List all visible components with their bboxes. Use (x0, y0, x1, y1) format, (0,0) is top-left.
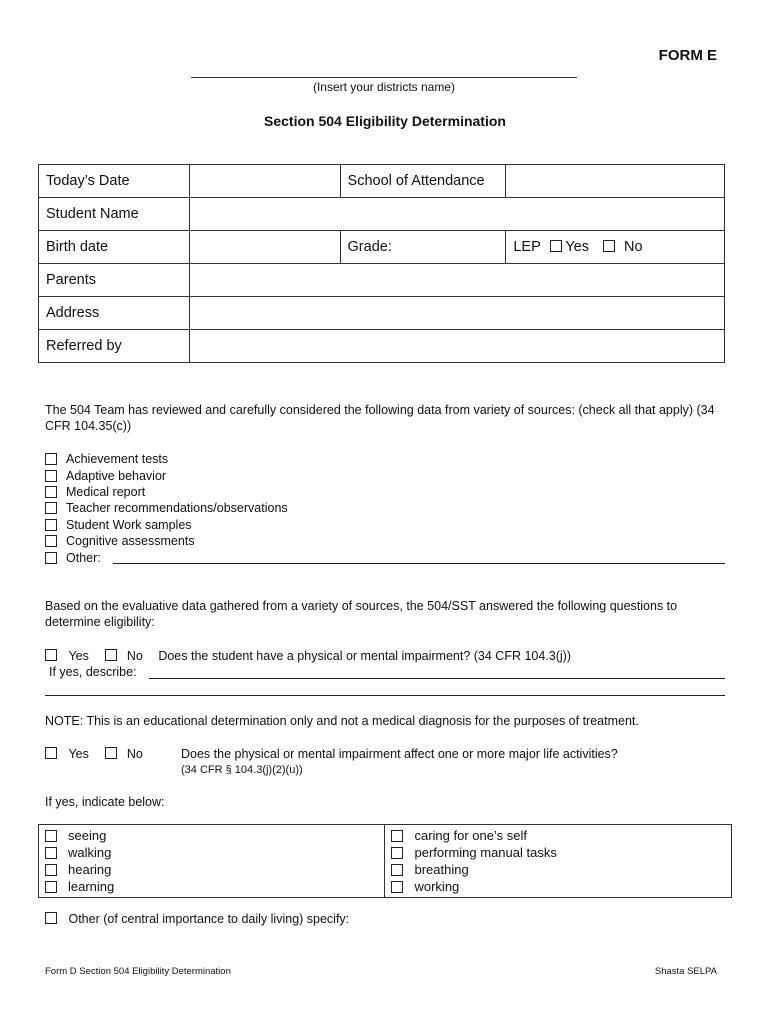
q1-yes-label: Yes (68, 649, 89, 663)
source-checkbox[interactable] (45, 453, 57, 465)
q1-yes-checkbox[interactable] (45, 649, 57, 661)
q2-question: Does the physical or mental impairment affect one or more major life activities? (181, 747, 618, 761)
list-item (45, 533, 288, 549)
q1-describe-label: If yes, describe: (49, 665, 137, 679)
other-source-line[interactable] (113, 563, 725, 564)
list-item (45, 861, 378, 878)
q2-row (45, 746, 143, 762)
q1-row (45, 648, 571, 664)
list-item (45, 517, 288, 533)
other-source-checkbox[interactable] (45, 552, 57, 564)
life-activities-table (38, 824, 732, 898)
address-field[interactable] (189, 297, 724, 330)
list-item (391, 844, 725, 861)
source-label: Cognitive assessments (66, 534, 195, 549)
list-item (45, 827, 378, 844)
page-title: Section 504 Eligibility Determination (264, 113, 506, 129)
q1-no-label: No (126, 649, 143, 663)
source-label: Adaptive behavior (66, 468, 167, 483)
other-specify-checkbox[interactable] (45, 912, 57, 924)
address-label: Address (39, 297, 190, 330)
activity-checkbox[interactable] (391, 881, 403, 893)
birth-date-field[interactable] (189, 231, 340, 264)
student-name-field[interactable] (189, 198, 724, 231)
footer-right: Shasta SELPA (654, 966, 717, 977)
lep-label: LEP (513, 239, 541, 255)
q2-no-checkbox[interactable] (105, 747, 117, 759)
q1-no-checkbox[interactable] (105, 649, 117, 661)
parents-label: Parents (39, 264, 190, 297)
q2-no-label: No (126, 747, 143, 761)
lep-no-label: No (624, 239, 643, 255)
q2-citation: (34 CFR § 104.3(j)(2)(u)) (181, 764, 303, 776)
list-item (391, 827, 725, 844)
student-name-label: Student Name (39, 198, 190, 231)
list-item (391, 861, 725, 878)
activity-checkbox[interactable] (45, 830, 57, 842)
footer-left: Form D Section 504 Eligibility Determination (45, 966, 231, 977)
district-name-line[interactable] (191, 77, 577, 78)
list-item (45, 500, 288, 516)
activity-checkbox[interactable] (45, 847, 57, 859)
list-item (45, 844, 378, 861)
list-item (45, 878, 378, 895)
source-checkbox[interactable] (45, 470, 57, 482)
activity-label: breathing (414, 862, 469, 877)
source-checkbox[interactable] (45, 502, 57, 514)
source-checkbox[interactable] (45, 486, 57, 498)
sources-intro: The 504 Team has reviewed and carefully considered the following data from variety of sources: (check all that apply) (34 CFR 104.35(c)) (45, 403, 715, 433)
referred-by-label: Referred by (39, 330, 190, 363)
life-activities-left (39, 825, 385, 898)
indicate-label: If yes, indicate below: (45, 795, 165, 809)
other-specify-label: Other (of central importance to daily living) specify: (68, 912, 350, 926)
note-text: NOTE: This is an educational determination only and not a medical diagnosis for the purposes of treatment. (45, 714, 639, 728)
activity-label: walking (68, 845, 112, 860)
activity-label: working (414, 879, 460, 894)
source-label: Teacher recommendations/observations (66, 501, 288, 516)
list-item (45, 467, 288, 483)
list-item (45, 484, 288, 500)
activity-checkbox[interactable] (45, 881, 57, 893)
parents-field[interactable] (189, 264, 724, 297)
activity-checkbox[interactable] (45, 864, 57, 876)
activity-label: performing manual tasks (414, 845, 557, 860)
list-item (391, 878, 725, 895)
q2-yes-label: Yes (68, 747, 89, 761)
sources-list (45, 451, 288, 566)
other-specify-row (45, 911, 349, 927)
activity-label: hearing (68, 862, 112, 877)
lep-yes-label: Yes (565, 239, 589, 255)
source-label: Achievement tests (66, 452, 169, 467)
lep-no-checkbox[interactable] (603, 240, 615, 252)
activity-label: learning (68, 879, 115, 894)
activity-label: seeing (68, 828, 107, 843)
lep-yes-checkbox[interactable] (550, 240, 562, 252)
activity-checkbox[interactable] (391, 830, 403, 842)
school-field[interactable] (506, 165, 725, 198)
grade-label: Grade: (340, 231, 506, 264)
source-label: Medical report (66, 484, 146, 499)
list-item (45, 451, 288, 467)
source-checkbox[interactable] (45, 535, 57, 547)
todays-date-field[interactable] (189, 165, 340, 198)
activity-checkbox[interactable] (391, 847, 403, 859)
q2-yes-checkbox[interactable] (45, 747, 57, 759)
questions-intro: Based on the evaluative data gathered from a variety of sources, the 504/SST answered the following questions to determine eligibility: (45, 599, 678, 629)
birth-date-label: Birth date (39, 231, 190, 264)
referred-by-field[interactable] (189, 330, 724, 363)
todays-date-label: Today’s Date (39, 165, 190, 198)
q1-question: Does the student have a physical or mental impairment? (34 CFR 104.3(j)) (158, 649, 572, 663)
source-checkbox[interactable] (45, 519, 57, 531)
lep-cell (506, 231, 725, 264)
student-info-table (38, 164, 725, 363)
source-label: Student Work samples (66, 517, 192, 532)
other-source-label: Other: (66, 550, 101, 565)
q1-describe-line-2[interactable] (45, 695, 725, 696)
form-label: FORM E (658, 47, 717, 64)
activity-checkbox[interactable] (391, 864, 403, 876)
district-caption: (Insert your districts name) (312, 80, 456, 94)
life-activities-right (385, 825, 732, 898)
q1-describe-line-1[interactable] (149, 678, 725, 679)
activity-label: caring for one’s self (414, 828, 527, 843)
school-label: School of Attendance (340, 165, 506, 198)
